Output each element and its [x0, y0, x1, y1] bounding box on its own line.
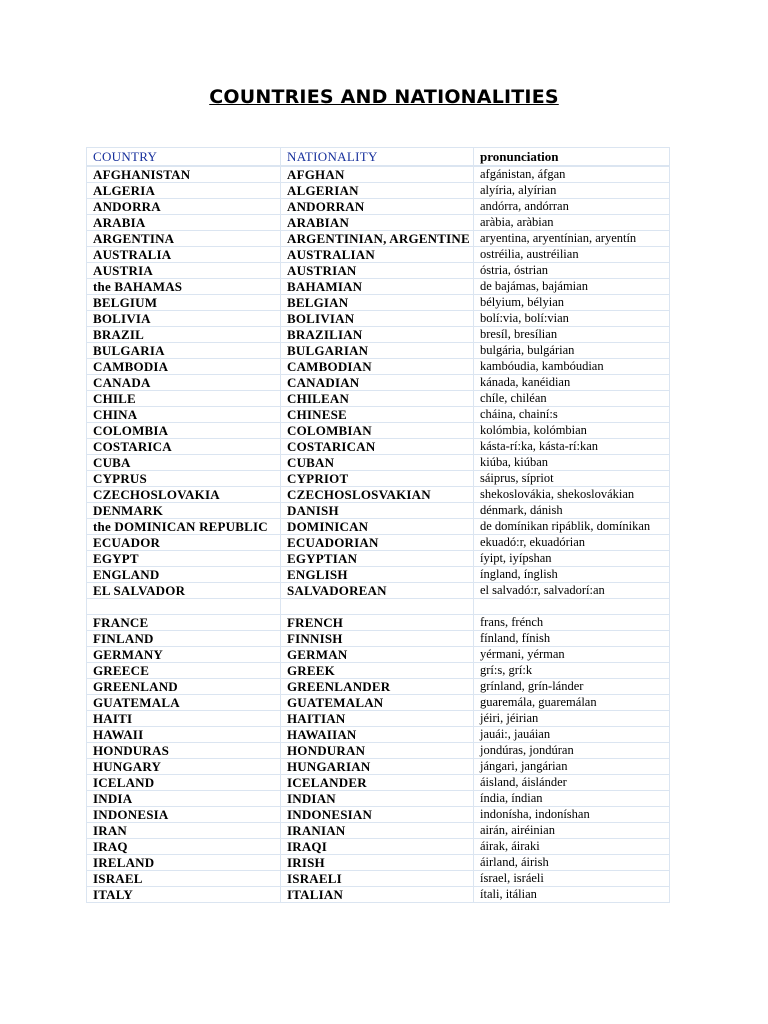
pronunciation-cell: afgánistan, áfgan — [474, 166, 670, 183]
table-row — [87, 695, 670, 711]
table-row — [87, 679, 670, 695]
header-country: COUNTRY — [87, 148, 281, 167]
table-row — [87, 439, 670, 455]
pronunciation-cell — [474, 599, 670, 615]
nationality-cell: DOMINICAN — [281, 519, 474, 535]
table-row — [87, 311, 670, 327]
pronunciation-cell: de domínikan ripáblik, domínikan — [474, 519, 670, 535]
pronunciation-cell: bulgária, bulgárian — [474, 343, 670, 359]
country-cell: EL SALVADOR — [87, 583, 281, 599]
table-row — [87, 791, 670, 807]
country-cell: the BAHAMAS — [87, 279, 281, 295]
nationality-cell: GREEK — [281, 663, 474, 679]
table-row — [87, 599, 670, 615]
pronunciation-cell: fínland, fínish — [474, 631, 670, 647]
nationality-cell: ICELANDER — [281, 775, 474, 791]
country-cell: IRELAND — [87, 855, 281, 871]
nationality-cell: CAMBODIAN — [281, 359, 474, 375]
table-row — [87, 727, 670, 743]
page-title: COUNTRIES AND NATIONALITIES — [209, 86, 559, 108]
table-row — [87, 231, 670, 247]
table-row — [87, 327, 670, 343]
table-row — [87, 567, 670, 583]
country-cell: the DOMINICAN REPUBLIC — [87, 519, 281, 535]
country-cell: BULGARIA — [87, 343, 281, 359]
country-cell: CAMBODIA — [87, 359, 281, 375]
nationality-cell: CYPRIOT — [281, 471, 474, 487]
table-row — [87, 359, 670, 375]
table-row — [87, 807, 670, 823]
pronunciation-cell: dénmark, dánish — [474, 503, 670, 519]
nationality-cell: HUNGARIAN — [281, 759, 474, 775]
pronunciation-cell: yérmani, yérman — [474, 647, 670, 663]
nationality-cell: IRAQI — [281, 839, 474, 855]
country-cell: CZECHOSLOVAKIA — [87, 487, 281, 503]
nationality-cell: GERMAN — [281, 647, 474, 663]
pronunciation-cell: andórra, andórran — [474, 199, 670, 215]
country-cell: GREENLAND — [87, 679, 281, 695]
nationality-cell: CZECHOSLOSVAKIAN — [281, 487, 474, 503]
table-row — [87, 647, 670, 663]
pronunciation-cell: frans, frénch — [474, 615, 670, 631]
nationality-cell: ISRAELI — [281, 871, 474, 887]
nationality-cell: ITALIAN — [281, 887, 474, 903]
country-cell: EGYPT — [87, 551, 281, 567]
country-cell: ICELAND — [87, 775, 281, 791]
country-cell: ALGERIA — [87, 183, 281, 199]
pronunciation-cell: alyíria, alyírian — [474, 183, 670, 199]
nationality-cell: IRANIAN — [281, 823, 474, 839]
nationality-cell: ENGLISH — [281, 567, 474, 583]
pronunciation-cell: áisland, áislánder — [474, 775, 670, 791]
table-row — [87, 407, 670, 423]
country-cell: ECUADOR — [87, 535, 281, 551]
nationality-cell: CANADIAN — [281, 375, 474, 391]
nationality-cell: COSTARICAN — [281, 439, 474, 455]
table-row — [87, 375, 670, 391]
table-row — [87, 823, 670, 839]
nationality-cell: AUSTRIAN — [281, 263, 474, 279]
country-cell: BRAZIL — [87, 327, 281, 343]
nationality-cell: AUSTRALIAN — [281, 247, 474, 263]
nationalities-table — [86, 147, 670, 903]
table-row — [87, 471, 670, 487]
pronunciation-cell: indoníshа, indoníshan — [474, 807, 670, 823]
country-cell: COLOMBIA — [87, 423, 281, 439]
nationality-cell: CUBAN — [281, 455, 474, 471]
pronunciation-cell: kolómbia, kolómbian — [474, 423, 670, 439]
nationality-cell: CHILEAN — [281, 391, 474, 407]
pronunciation-cell: chíle, chiléan — [474, 391, 670, 407]
nationality-cell: ALGERIAN — [281, 183, 474, 199]
header-pronunciation: pronunciation — [474, 148, 670, 167]
pronunciation-cell: grínland, grín-lánder — [474, 679, 670, 695]
pronunciation-cell: ostréilia, austréilian — [474, 247, 670, 263]
table-row — [87, 855, 670, 871]
country-cell: CYPRUS — [87, 471, 281, 487]
country-cell: DENMARK — [87, 503, 281, 519]
country-cell: HUNGARY — [87, 759, 281, 775]
table-row — [87, 759, 670, 775]
table-row — [87, 839, 670, 855]
country-cell: IRAN — [87, 823, 281, 839]
pronunciation-cell: bolí:via, bolí:vian — [474, 311, 670, 327]
country-cell: BELGIUM — [87, 295, 281, 311]
nationality-cell: HAITIAN — [281, 711, 474, 727]
table-row — [87, 663, 670, 679]
nationality-cell: SALVADOREAN — [281, 583, 474, 599]
table-row — [87, 423, 670, 439]
country-cell: IRAQ — [87, 839, 281, 855]
pronunciation-cell: bélyium, bélyian — [474, 295, 670, 311]
pronunciation-cell: bresíl, bresílian — [474, 327, 670, 343]
country-cell: HONDURAS — [87, 743, 281, 759]
table-row — [87, 615, 670, 631]
pronunciation-cell: kánada, kanéidian — [474, 375, 670, 391]
table-row — [87, 551, 670, 567]
pronunciation-cell: ekuadó:r, ekuadórian — [474, 535, 670, 551]
pronunciation-cell: shekoslovákia, shekoslovákian — [474, 487, 670, 503]
country-cell: INDONESIA — [87, 807, 281, 823]
table-row — [87, 775, 670, 791]
nationality-cell: FINNISH — [281, 631, 474, 647]
table-row — [87, 487, 670, 503]
pronunciation-cell: cháina, chainí:s — [474, 407, 670, 423]
pronunciation-cell: jéiri, jéirian — [474, 711, 670, 727]
nationality-cell: GREENLANDER — [281, 679, 474, 695]
nationality-cell: FRENCH — [281, 615, 474, 631]
table-row — [87, 887, 670, 903]
country-cell: HAITI — [87, 711, 281, 727]
pronunciation-cell: jondúras, jondúran — [474, 743, 670, 759]
country-cell: HAWAII — [87, 727, 281, 743]
pronunciation-cell: ítali, itálian — [474, 887, 670, 903]
table-row — [87, 295, 670, 311]
nationality-cell: ECUADORIAN — [281, 535, 474, 551]
pronunciation-cell: kambóudia, kambóudian — [474, 359, 670, 375]
table-row — [87, 343, 670, 359]
country-cell: ARABIA — [87, 215, 281, 231]
table-row — [87, 199, 670, 215]
table-row — [87, 183, 670, 199]
pronunciation-cell: áirland, áirish — [474, 855, 670, 871]
pronunciation-cell: índia, índian — [474, 791, 670, 807]
nationality-cell: COLOMBIAN — [281, 423, 474, 439]
nationality-cell: INDIAN — [281, 791, 474, 807]
nationality-cell: HAWAIIAN — [281, 727, 474, 743]
nationality-cell: BELGIAN — [281, 295, 474, 311]
country-cell: ARGENTINA — [87, 231, 281, 247]
pronunciation-cell: aràbia, aràbian — [474, 215, 670, 231]
table-row — [87, 871, 670, 887]
pronunciation-cell: áirak, áiraki — [474, 839, 670, 855]
nationality-cell — [281, 599, 474, 615]
pronunciation-cell: íyipt, iyípshan — [474, 551, 670, 567]
nationality-cell: ANDORRAN — [281, 199, 474, 215]
table-header-row — [87, 148, 670, 167]
country-cell: CUBA — [87, 455, 281, 471]
table-row — [87, 166, 670, 183]
table-row — [87, 535, 670, 551]
table-row — [87, 215, 670, 231]
country-cell: GERMANY — [87, 647, 281, 663]
country-cell: GREECE — [87, 663, 281, 679]
nationality-cell: ARABIAN — [281, 215, 474, 231]
table-row — [87, 743, 670, 759]
table-row — [87, 503, 670, 519]
nationality-cell: EGYPTIAN — [281, 551, 474, 567]
table-row — [87, 391, 670, 407]
pronunciation-cell: jauái:, jauáian — [474, 727, 670, 743]
table-row — [87, 279, 670, 295]
pronunciation-cell: ísrael, isráeli — [474, 871, 670, 887]
nationality-cell: INDONESIAN — [281, 807, 474, 823]
pronunciation-cell: aryentina, aryentínian, aryentín — [474, 231, 670, 247]
country-cell — [87, 599, 281, 615]
table-row — [87, 247, 670, 263]
nationality-cell: AFGHAN — [281, 166, 474, 183]
table-row — [87, 519, 670, 535]
country-cell: ISRAEL — [87, 871, 281, 887]
table-row — [87, 711, 670, 727]
nationality-cell: BAHAMIAN — [281, 279, 474, 295]
nationality-cell: BOLIVIAN — [281, 311, 474, 327]
country-cell: INDIA — [87, 791, 281, 807]
nationality-cell: BULGARIAN — [281, 343, 474, 359]
nationality-cell: DANISH — [281, 503, 474, 519]
table-body — [87, 166, 670, 903]
country-cell: BOLIVIA — [87, 311, 281, 327]
nationality-cell: ARGENTINIAN, ARGENTINE — [281, 231, 474, 247]
header-nationality: NATIONALITY — [281, 148, 474, 167]
pronunciation-cell: grí:s, grí:k — [474, 663, 670, 679]
country-cell: COSTARICA — [87, 439, 281, 455]
pronunciation-cell: sáiprus, sípriot — [474, 471, 670, 487]
pronunciation-cell: de bajámas, bajámian — [474, 279, 670, 295]
country-cell: CHILE — [87, 391, 281, 407]
pronunciation-cell: kásta-rí:ka, kásta-rí:kan — [474, 439, 670, 455]
country-cell: ANDORRA — [87, 199, 281, 215]
country-cell: AUSTRALIA — [87, 247, 281, 263]
country-cell: GUATEMALA — [87, 695, 281, 711]
country-cell: AUSTRIA — [87, 263, 281, 279]
nationality-cell: HONDURAN — [281, 743, 474, 759]
country-cell: ENGLAND — [87, 567, 281, 583]
table-row — [87, 455, 670, 471]
nationality-cell: IRISH — [281, 855, 474, 871]
pronunciation-cell: kiúba, kiúban — [474, 455, 670, 471]
pronunciation-cell: guaremála, guaremálan — [474, 695, 670, 711]
nationality-cell: CHINESE — [281, 407, 474, 423]
country-cell: AFGHANISTAN — [87, 166, 281, 183]
table-row — [87, 583, 670, 599]
table-row — [87, 263, 670, 279]
nationality-cell: GUATEMALAN — [281, 695, 474, 711]
country-cell: ITALY — [87, 887, 281, 903]
country-cell: FINLAND — [87, 631, 281, 647]
country-cell: CANADA — [87, 375, 281, 391]
country-cell: CHINA — [87, 407, 281, 423]
pronunciation-cell: óstria, óstrian — [474, 263, 670, 279]
pronunciation-cell: airán, airéinian — [474, 823, 670, 839]
table-row — [87, 631, 670, 647]
pronunciation-cell: el salvadó:r, salvadorí:an — [474, 583, 670, 599]
nationality-cell: BRAZILIAN — [281, 327, 474, 343]
pronunciation-cell: íngland, ínglish — [474, 567, 670, 583]
country-cell: FRANCE — [87, 615, 281, 631]
pronunciation-cell: jángari, jangárian — [474, 759, 670, 775]
